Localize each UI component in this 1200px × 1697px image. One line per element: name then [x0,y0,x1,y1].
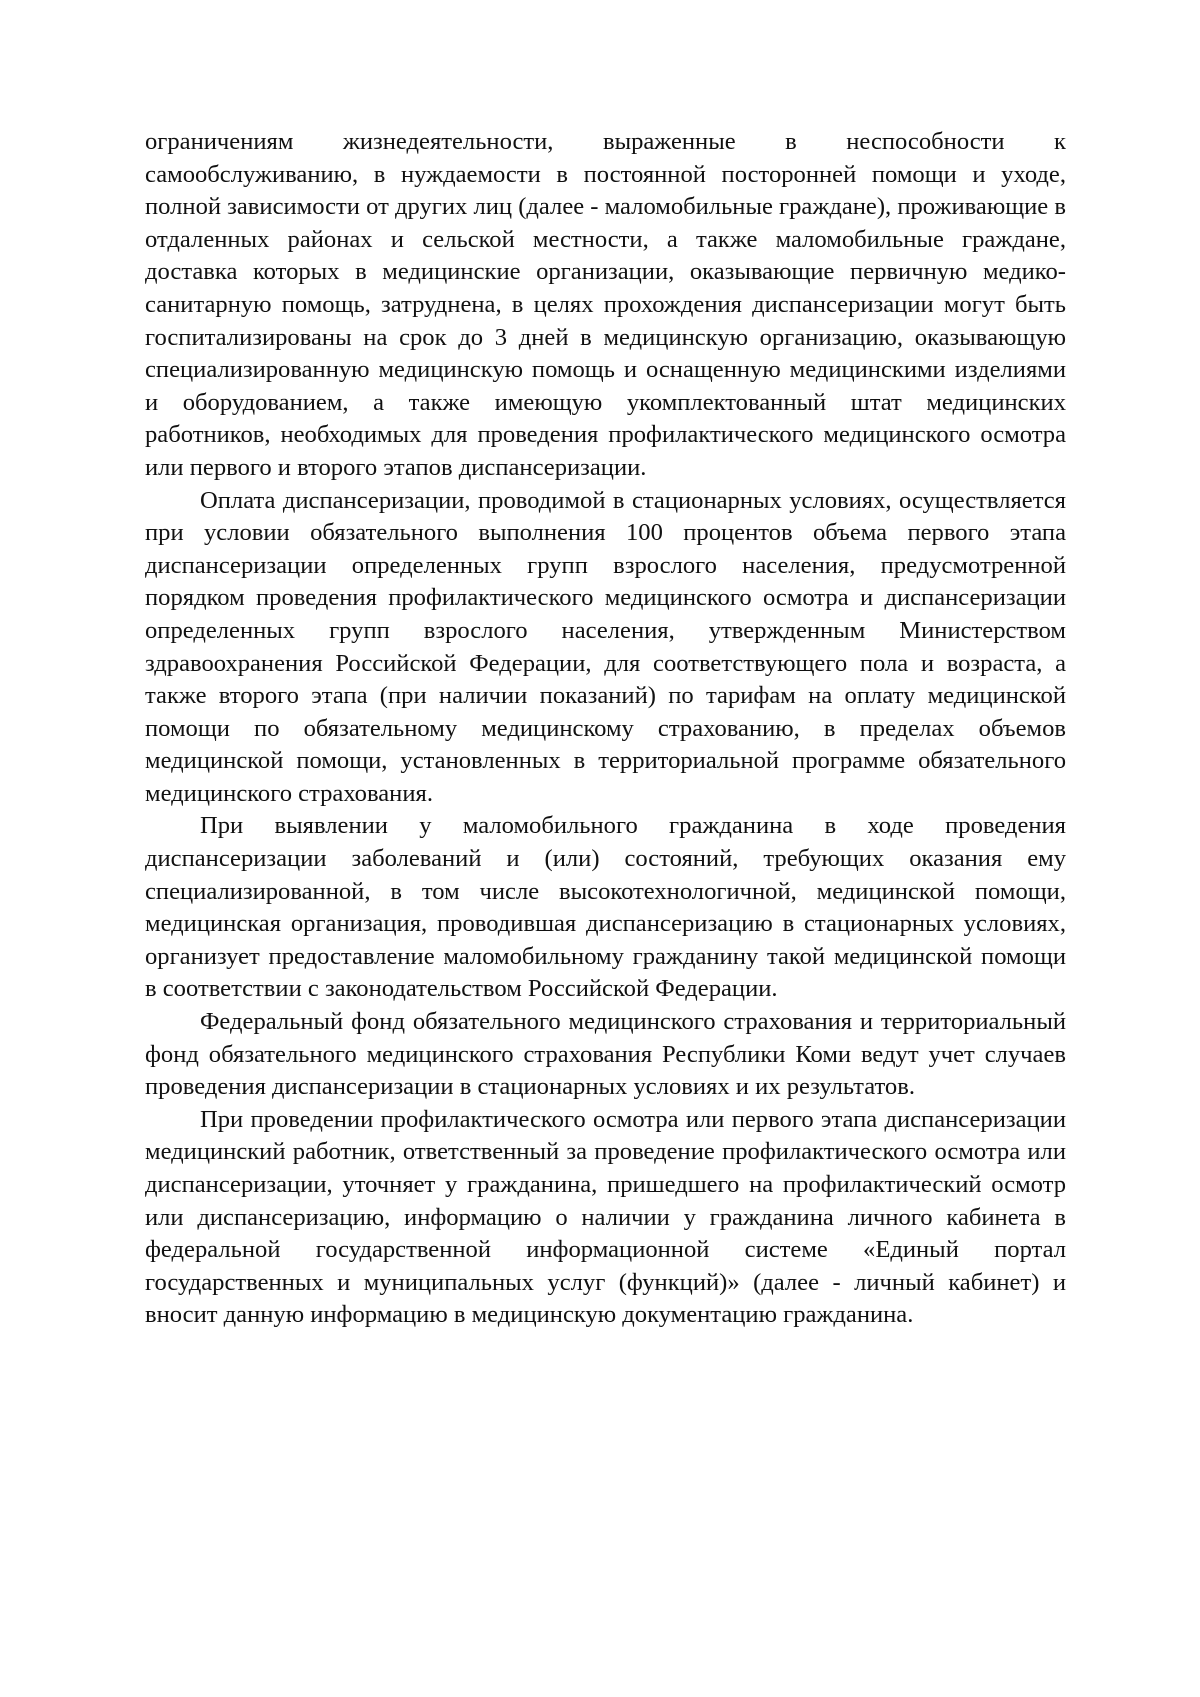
paragraph-personal-account: При проведении профилактического осмотра или первого этапа диспансеризации медицинский работник, ответственный за проведение профилактического осмотра или диспансеризации, уточняет у гражданина, пришедшего на профилактический осмотр или диспансеризацию, информацию о наличии у гражданина личного кабинета в федеральной государственной информационной системе «Единый портал государственных и муниципальных услуг (функций)» (далее - личный кабинет) и вносит данную информацию в медицинскую документацию гражданина. [145,1105,1066,1329]
paragraph-specialized-care: При выявлении у маломобильного гражданина в ходе проведения диспансеризации заболеваний и (или) состояний, требующих оказания ему специализированной, в том числе высокотехнологичной, медицинской помощи, медицинская организация, проводившая диспансеризацию в стационарных условиях, организует предоставление маломобильному гражданину такой медицинской помощи в соответствии с законодательством Российской Федерации. [145,812,1066,1003]
paragraph-insurance-fund-accounting: Федеральный фонд обязательного медицинского страхования и территориальный фонд обязательного медицинского страхования Республики Коми ведут учет случаев проведения диспансеризации в стационарных условиях и их результатов. [145,1008,1066,1101]
paragraph-continuation-mobility-limited: ограничениям жизнедеятельности, выраженные в неспособности к самообслуживанию, в нуждаемости в постоянной посторонней помощи и уходе, полной зависимости от других лиц (далее - маломобильные граждане), проживающие в отдаленных районах и сельской местности, а также маломобильные граждане, доставка которых в медицинские организации, оказывающие первичную медико-санитарную помощь, затруднена, в целях прохождения диспансеризации могут быть госпитализированы на срок до 3 дней в медицинскую организацию, оказывающую специализированную медицинскую помощь и оснащенную медицинскими изделиями и оборудованием, а также имеющую укомплектованный штат медицинских работников, необходимых для проведения профилактического медицинского осмотра или первого и второго этапов диспансеризации. [145,128,1066,481]
paragraph-payment-conditions: Оплата диспансеризации, проводимой в стационарных условиях, осуществляется при условии обязательного выполнения 100 процентов объема первого этапа диспансеризации определенных групп взрослого населения, предусмотренной порядком проведения профилактического медицинского осмотра и диспансеризации определенных групп взрослого населения, утвержденным Министерством здравоохранения Российской Федерации, для соответствующего пола и возраста, а также второго этапа (при наличии показаний) по тарифам на оплату медицинской помощи по обязательному медицинскому страхованию, в пределах объемов медицинской помощи, установленных в территориальной программе обязательного медицинского страхования. [145,486,1066,807]
document-body [145,126,1066,1332]
